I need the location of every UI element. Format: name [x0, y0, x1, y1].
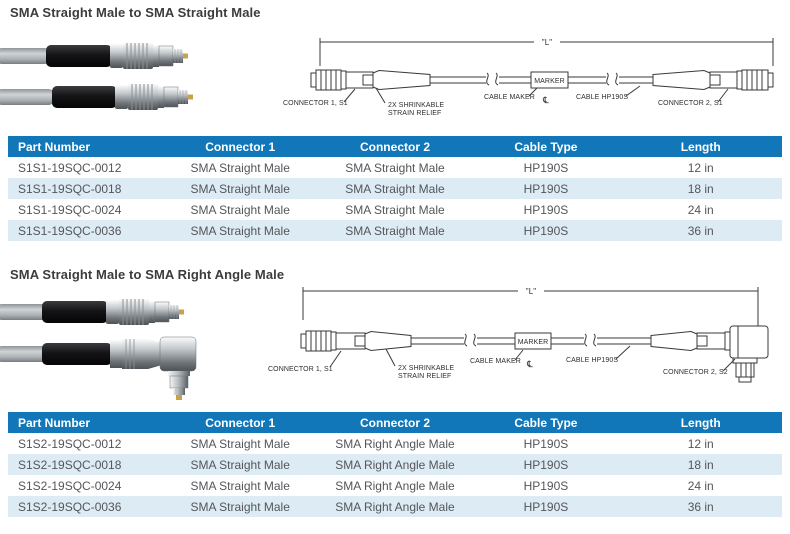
cell-cable-type: HP190S — [472, 199, 619, 220]
table-header-row — [8, 412, 782, 433]
cell-cable-type: HP190S — [472, 157, 619, 178]
cell-connector1: SMA Straight Male — [163, 157, 318, 178]
cell-connector1: SMA Straight Male — [163, 454, 318, 475]
assembly-drawing-straight-straight — [258, 26, 790, 126]
cell-cable-type: HP190S — [472, 454, 619, 475]
centerline-symbol: ℄ — [527, 359, 533, 369]
cable-assembly-photo-top — [0, 43, 188, 69]
product-photo-straight-male-pair — [0, 28, 285, 120]
table-row — [8, 475, 782, 496]
column-header-length: Length — [619, 412, 782, 433]
cable-type-label: CABLE HP190S — [566, 357, 619, 364]
column-header-part-number: Part Number — [8, 136, 163, 157]
strain-relief-label-line1: 2X SHRINKABLE — [398, 365, 455, 372]
table-row — [8, 496, 782, 517]
table-row — [8, 157, 782, 178]
assembly-drawing-straight-right-angle — [258, 278, 790, 400]
parts-table-straight-right-angle — [8, 412, 782, 517]
cell-length: 36 in — [619, 220, 782, 241]
table-header-row — [8, 136, 782, 157]
table-row — [8, 454, 782, 475]
cell-connector2: SMA Straight Male — [318, 157, 473, 178]
cell-length: 24 in — [619, 475, 782, 496]
section-title-straight-right-angle: SMA Straight Male to SMA Right Angle Male — [10, 267, 285, 282]
column-header-connector2: Connector 2 — [318, 412, 473, 433]
connector1-label: CONNECTOR 1, S1 — [283, 100, 348, 107]
cell-connector2: SMA Right Angle Male — [318, 496, 473, 517]
connector2-label: CONNECTOR 2, S1 — [658, 100, 723, 107]
cell-connector2: SMA Right Angle Male — [318, 433, 473, 454]
column-header-cable-type: Cable Type — [472, 136, 619, 157]
product-photo-straight-and-right-angle — [0, 288, 285, 402]
cable-maker-label: CABLE MAKER — [484, 94, 535, 101]
cell-connector1: SMA Straight Male — [163, 220, 318, 241]
cell-part-number: S1S1-19SQC-0036 — [8, 220, 163, 241]
cell-part-number: S1S2-19SQC-0012 — [8, 433, 163, 454]
connector1-label: CONNECTOR 1, S1 — [268, 366, 333, 373]
table-row — [8, 220, 782, 241]
cell-length: 18 in — [619, 454, 782, 475]
cell-length: 12 in — [619, 157, 782, 178]
length-dim-label: "L" — [541, 38, 553, 47]
cell-part-number: S1S2-19SQC-0036 — [8, 496, 163, 517]
strain-relief-label-line2: STRAIN RELIEF — [388, 110, 442, 117]
marker-text: MARKER — [517, 339, 549, 346]
cell-part-number: S1S1-19SQC-0024 — [8, 199, 163, 220]
cell-part-number: S1S2-19SQC-0024 — [8, 475, 163, 496]
cell-connector1: SMA Straight Male — [163, 496, 318, 517]
marker-text: MARKER — [534, 78, 565, 85]
column-header-part-number: Part Number — [8, 412, 163, 433]
cell-cable-type: HP190S — [472, 475, 619, 496]
strain-relief-label-line1: 2X SHRINKABLE — [388, 102, 445, 109]
cable-assembly-photo-bottom — [0, 337, 196, 400]
column-header-connector1: Connector 1 — [163, 412, 318, 433]
parts-table-straight-straight — [8, 136, 782, 241]
cell-part-number: S1S1-19SQC-0018 — [8, 178, 163, 199]
column-header-connector2: Connector 2 — [318, 136, 473, 157]
cell-cable-type: HP190S — [472, 178, 619, 199]
cell-part-number: S1S2-19SQC-0018 — [8, 454, 163, 475]
centerline-symbol: ℄ — [543, 95, 549, 105]
cell-connector2: SMA Right Angle Male — [318, 475, 473, 496]
cell-length: 36 in — [619, 496, 782, 517]
cell-connector1: SMA Straight Male — [163, 178, 318, 199]
cell-connector2: SMA Right Angle Male — [318, 454, 473, 475]
connector2-label: CONNECTOR 2, S2 — [663, 369, 728, 376]
length-dim-label: "L" — [525, 287, 537, 296]
table-row — [8, 433, 782, 454]
cable-assembly-photo-top — [0, 299, 184, 325]
cell-cable-type: HP190S — [472, 220, 619, 241]
cell-connector2: SMA Straight Male — [318, 178, 473, 199]
cable-assembly-photo-bottom — [0, 84, 193, 110]
cell-connector2: SMA Straight Male — [318, 199, 473, 220]
cell-connector2: SMA Straight Male — [318, 220, 473, 241]
column-header-connector1: Connector 1 — [163, 136, 318, 157]
section-title-straight-straight: SMA Straight Male to SMA Straight Male — [10, 5, 261, 20]
cable-maker-label: CABLE MAKER — [470, 358, 521, 365]
cell-part-number: S1S1-19SQC-0012 — [8, 157, 163, 178]
cell-connector1: SMA Straight Male — [163, 199, 318, 220]
cell-length: 18 in — [619, 178, 782, 199]
cell-cable-type: HP190S — [472, 496, 619, 517]
cell-length: 24 in — [619, 199, 782, 220]
column-header-length: Length — [619, 136, 782, 157]
cell-cable-type: HP190S — [472, 433, 619, 454]
strain-relief-label-line2: STRAIN RELIEF — [398, 373, 452, 380]
column-header-cable-type: Cable Type — [472, 412, 619, 433]
cell-length: 12 in — [619, 433, 782, 454]
table-row — [8, 199, 782, 220]
cell-connector1: SMA Straight Male — [163, 433, 318, 454]
table-row — [8, 178, 782, 199]
cell-connector1: SMA Straight Male — [163, 475, 318, 496]
cable-type-label: CABLE HP190S — [576, 94, 629, 101]
